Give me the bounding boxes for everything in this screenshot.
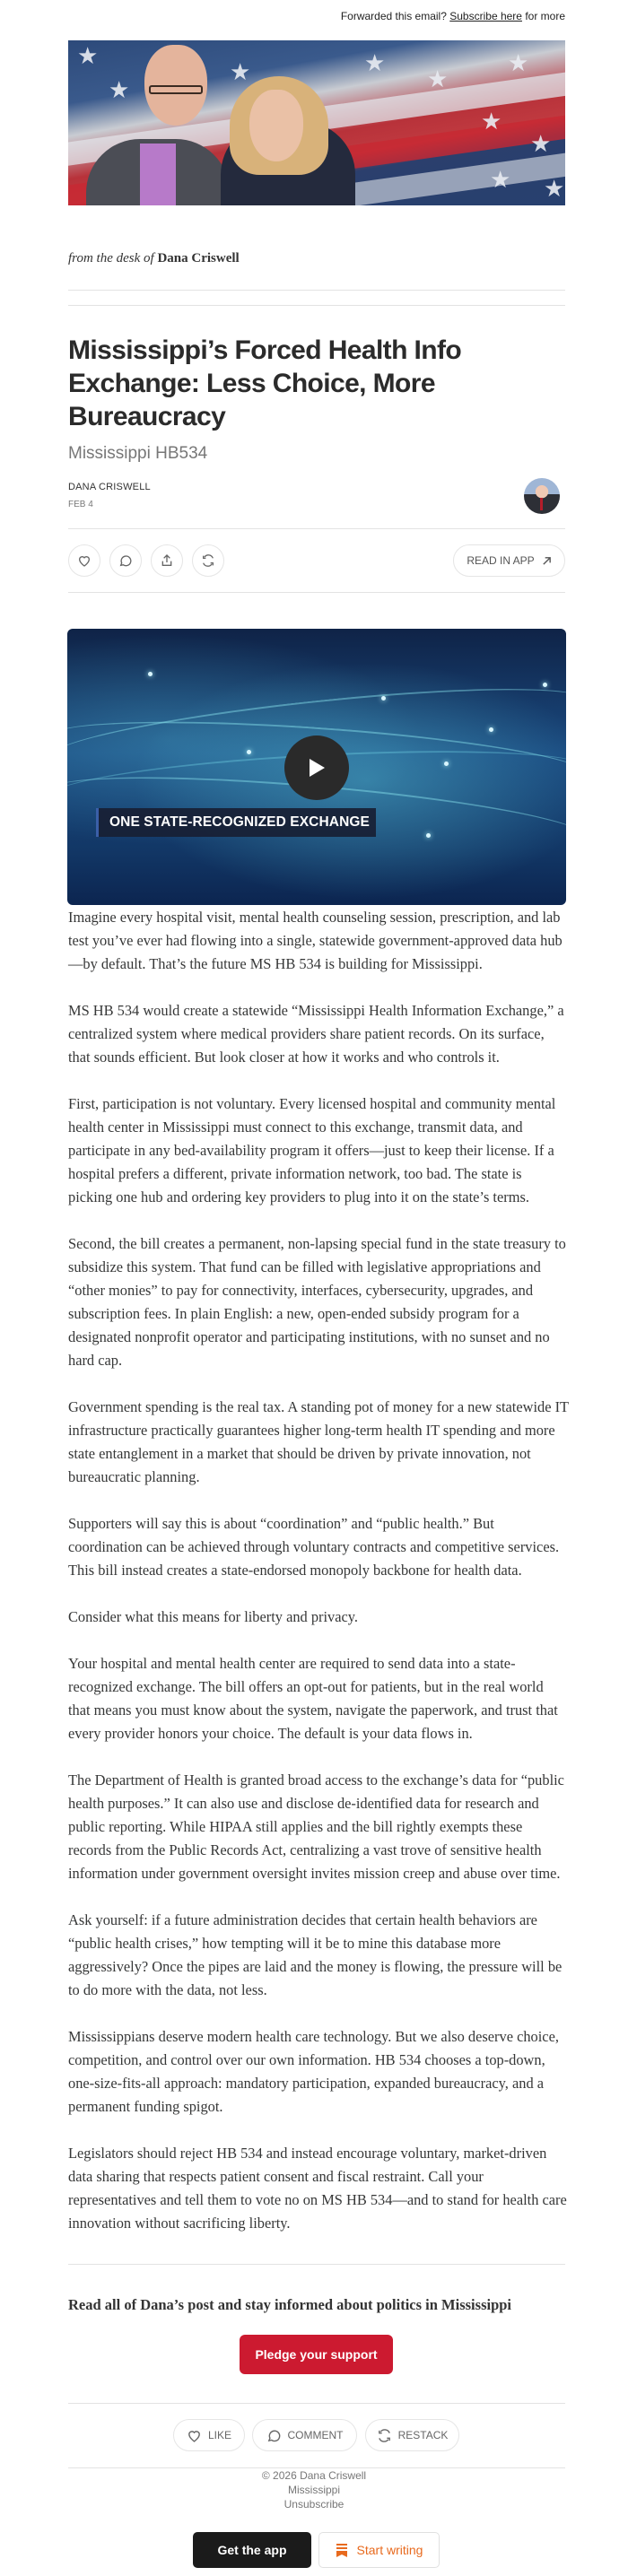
paragraph: Supporters will say this is about “coordination” and “public health.” But coordination can be achieved through voluntary contracts and competitive services. This bill instead creates a state-endorsed monopoly backbone for health data. <box>68 1515 560 1579</box>
post-date: FEB 4 <box>68 500 93 509</box>
read-in-app-button[interactable] <box>453 544 565 577</box>
post-subtitle: Mississippi HB534 <box>68 444 208 463</box>
cta-heading: Read all of Dana’s post and stay informed about politics in Mississippi <box>68 2296 512 2313</box>
restack-pill-button[interactable] <box>365 2419 459 2451</box>
comment-pill-button[interactable] <box>252 2419 357 2451</box>
start-writing-button[interactable] <box>318 2532 440 2568</box>
get-the-app-button[interactable]: Get the app <box>193 2532 311 2568</box>
desk-prefix: from the desk of <box>68 251 154 265</box>
arrow-up-right-icon <box>542 556 552 566</box>
comment-button[interactable] <box>109 544 142 577</box>
read-in-app-label: READ IN APP <box>467 554 535 567</box>
heart-icon <box>187 2428 202 2443</box>
subscribe-link[interactable]: Subscribe here <box>449 10 522 22</box>
pledge-support-button[interactable]: Pledge your support <box>240 2335 393 2374</box>
divider <box>68 2467 565 2468</box>
post-title: Mississippi’s Forced Health Info Exchange: Less Choice, More Bureaucracy <box>68 335 462 431</box>
restack-icon <box>201 553 215 568</box>
divider <box>68 290 565 291</box>
paragraph: First, participation is not voluntary. Every licensed hospital and community mental health center in Mississippi must connect to this exchange, transmit data, and participate in any bed-availability program it offers—just to keep their license. If a hospital prefers a different, private information network, too bad. The state is picking one hub and ordering key providers to plug into it on the state’s terms. <box>68 1095 556 1205</box>
like-button[interactable] <box>68 544 100 577</box>
play-icon <box>307 757 327 779</box>
restack-icon <box>377 2428 392 2443</box>
paragraph: Second, the bill creates a permanent, non-lapsing special fund in the state treasury to subsidize this system. That fund can be filled with legislative appropriations and “other monies” to pay for connectivity, interfaces, cybersecurity, upgrades, and subscription fees. In plain English: a new, open-ended subsidy program for a designated nonprofit operator and participating institutions, with no sunset and no hard cap. <box>68 1235 566 1369</box>
footer-location: Mississippi <box>287 2484 340 2496</box>
forwarded-notice <box>341 10 565 22</box>
paragraph: Your hospital and mental health center are required to send data into a state-recognized exchange. The bill offers an opt-out for patients, but in the real world that means you must know about the system, navigate the paperwork, and trust that every provider honors your choice. The default is your data flows in. <box>68 1655 558 1742</box>
from-the-desk <box>68 251 240 266</box>
copyright: © 2026 Dana Criswell <box>261 2469 367 2482</box>
comment-label: COMMENT <box>287 2429 344 2441</box>
play-button[interactable] <box>284 735 349 800</box>
share-button[interactable] <box>151 544 183 577</box>
divider <box>68 2403 565 2404</box>
desk-author: Dana Criswell <box>157 251 240 265</box>
divider <box>68 592 565 593</box>
restack-label: RESTACK <box>397 2429 449 2441</box>
paragraph: Ask yourself: if a future administration decides that certain health behaviors are “public health crises,” how tempting will it be to mine this database more aggressively? Once the pipes are laid and the money is flowing, the pressure will be to do more with the data, not less. <box>68 1911 563 1998</box>
author-avatar[interactable] <box>524 478 560 514</box>
forwarded-text: Forwarded this email? <box>340 10 447 22</box>
forwarded-suffix: for more <box>525 10 565 22</box>
start-writing-label: Start writing <box>356 2543 423 2557</box>
paragraph: The Department of Health is granted broad access to the exchange’s data for “public health purposes.” It can also use and disclose de-identified data for research and public reporting. While HIPAA still applies and the bill rightly exempts these records from the Public Records Act, centralizing a vast trove of sensitive health information under government oversight invites mission creep and abuse over time. <box>68 1771 564 1882</box>
video-caption: ONE STATE-RECOGNIZED EXCHANGE <box>96 808 376 837</box>
share-icon <box>160 553 174 568</box>
unsubscribe-link[interactable]: Unsubscribe <box>283 2498 345 2511</box>
divider <box>68 305 565 306</box>
paragraph: Consider what this means for liberty and privacy. <box>68 1608 359 1625</box>
bookmark-icon <box>336 2543 348 2557</box>
paragraph: Government spending is the real tax. A standing pot of money for a new statewide IT infrastructure practically guarantees higher long-term health IT spending and more state entanglement in a market that should be driven by private innovation, not bureaucratic planning. <box>68 1398 569 1485</box>
divider <box>68 2264 565 2265</box>
paragraph: Mississippians deserve modern health care technology. But we also deserve choice, competition, and control over our own information. HB 534 chooses a top-down, one-size-fits-all approach: mandatory participation, expanded bureaucracy, and a permanent funding spigot. <box>68 2028 559 2115</box>
comment-icon <box>118 553 133 568</box>
divider <box>68 528 565 529</box>
post-body <box>68 906 569 2258</box>
video-player[interactable] <box>67 629 566 905</box>
comment-icon <box>266 2428 282 2443</box>
paragraph: Imagine every hospital visit, mental health counseling session, prescription, and lab test you’ve ever had flowing into a single, statewide government-approved data hub—by default. That’s the future MS HB 534 is building for Mississippi. <box>68 909 563 972</box>
restack-button[interactable] <box>192 544 224 577</box>
author-name[interactable]: DANA CRISWELL <box>68 482 151 492</box>
like-label: LIKE <box>207 2429 231 2441</box>
paragraph: Legislators should reject HB 534 and instead encourage voluntary, market-driven data sharing that respects patient consent and fiscal restraint. Call your representatives and tell them to vote no on MS HB 534—and to stand for health care innovation without sacrificing liberty. <box>68 2145 567 2232</box>
header-photo: ★ ★ ★ ★ ★ ★ ★ ★ ★ ★ <box>68 40 565 205</box>
heart-icon <box>77 553 92 568</box>
like-pill-button[interactable] <box>173 2419 245 2451</box>
paragraph: MS HB 534 would create a statewide “Mississippi Health Information Exchange,” a centralized system where medical providers share patient records. On its surface, that sounds efficient. But look closer at how it works and who controls it. <box>68 1002 564 1066</box>
